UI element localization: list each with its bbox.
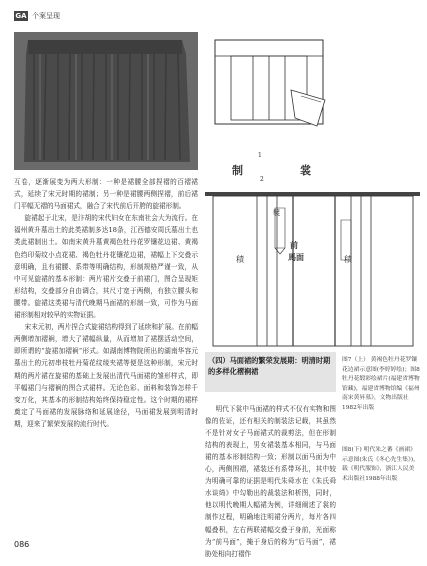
- char-ji-right: 積: [344, 255, 352, 264]
- figure-2-char-zhi: 制: [232, 164, 243, 177]
- page-number: 086: [14, 540, 30, 549]
- char-ma-mian: 馬面: [288, 252, 304, 262]
- figure-1-label: 1: [258, 152, 262, 159]
- skirt-drawing-1: [205, 30, 335, 154]
- section-title: （四）马面裙的繁荣发展期：明清时期的多样化褶裥裙: [208, 356, 331, 376]
- figure-2-label: 2: [260, 176, 264, 183]
- skirt-photo: [14, 32, 198, 170]
- char-bi: 襞: [273, 209, 280, 217]
- paragraph: 明代下裳中马面裙的样式不仅有实物和图像的佐证，还有相关的制装法记载，其虽然不是针对女子马面裙式的裁剪法，但在形制结构的表现上，男女裙装基本相同，与马面裙的基本形制结构一致；形制以面马面为中心，两侧围褶，裙装还有系带环扎，其中较为明确可靠的证据是明代朱舜水在《朱氏舜水谈绮》中勾勒出的裁装法和析图，同时，他以明代晚期人幅裙为例，详细阐述了裳的制作过程，明确地注明裙分两片，每片各四幅叠积，左右两联裙幅交叠于身前，光面称为“前马面”，掩于身后的称为“后马面”，裙胁处相向打褶作: [205, 404, 336, 558]
- figure-7-caption: 图7（上） 黄褐色牡丹花罗镶花边裙示意图(李婷婷绘)；图8 牡丹花缎彩绘裙片(福建省博物馆藏)，福建省博物馆编《福州南宋黄昇墓》，文物出版社1982年出版: [342, 357, 420, 411]
- running-header: [14, 10, 60, 22]
- char-qian: 前: [290, 240, 298, 250]
- figure-8-caption: 图8(下) 明代朱之蕃《画裙》示意图(朱氏《冬心先生集》)，载《明代服饰》，浙江人民美术出版社1988年出版: [342, 447, 419, 482]
- body-text-right: [205, 396, 336, 566]
- paragraph: 宋末元初，两片捏合式旋裙结构得到了延续和扩展。在前幅两侧增加褶裥，增大了裙幅纵量，从而增加了裙摆活动空间，即所谓的“旋裙加褶裥”形式。如湖南博物院所出的湖南华容元墓出土的元初串枝牡丹菊花纹绫夹裙等便是这种形制，宋元时期的两片裙在旋裙的基础上发展出清代马面裙的雏形样式，即平幅裙门与褶裥的图合式裙样。无论色彩、面料和装饰怎样千变万化，其基本的形制结构始终保持稳定性。这个时期的裙样奠定了马面裙的发展脉络和延展途径，马面裙发展到明清时期，迎来了繁荣发展的流行时代。: [14, 323, 198, 428]
- char-ji: 積: [236, 255, 244, 264]
- header-title: 个案呈现: [32, 12, 60, 20]
- skirt-photo-image: [14, 32, 198, 170]
- header-mark: GA: [15, 12, 27, 20]
- paragraph: 旋裙起于北宋，是汴胡的宋代妇女在东南社会大为流行。在福州黄升墓出土的此类裙制多达18条，江西德安周氏墓出土也类此裙制出土。如南宋黄升墓黄褐色牡丹花罗镶花边裙、黄褐色绉印菊纹小点花裙、褐色牡丹花镶花边裙，裙幅上下交叠示意明确，且有裙腰、系带等明确结构，形制规格严谨一致，从中可见旋裙的基本形制：两片裙片交叠于前裙门，图合呈现矩形结构，交叠部分自由调合，其尺寸宽于两侧，有独立腰头和腰带。旋裙这类裙与清代晚期马面裙的形制一致，可作为马面裙形制相对较早的实物证据。: [14, 214, 198, 320]
- body-text-left: [14, 176, 198, 430]
- paragraph: 互卷，逐渐展变为两大形制：一种是裙腰全部捏褶的百褶裙式，延续了宋元时期的裙制；另一种是裙腰两侧捏褶，前后裙门平幅无褶的马面裙式，融合了宋代前后开胯的旋裙形制。: [14, 178, 198, 211]
- figure-2-char-chang: 裳: [300, 164, 311, 177]
- skirt-drawing-2: [205, 186, 420, 354]
